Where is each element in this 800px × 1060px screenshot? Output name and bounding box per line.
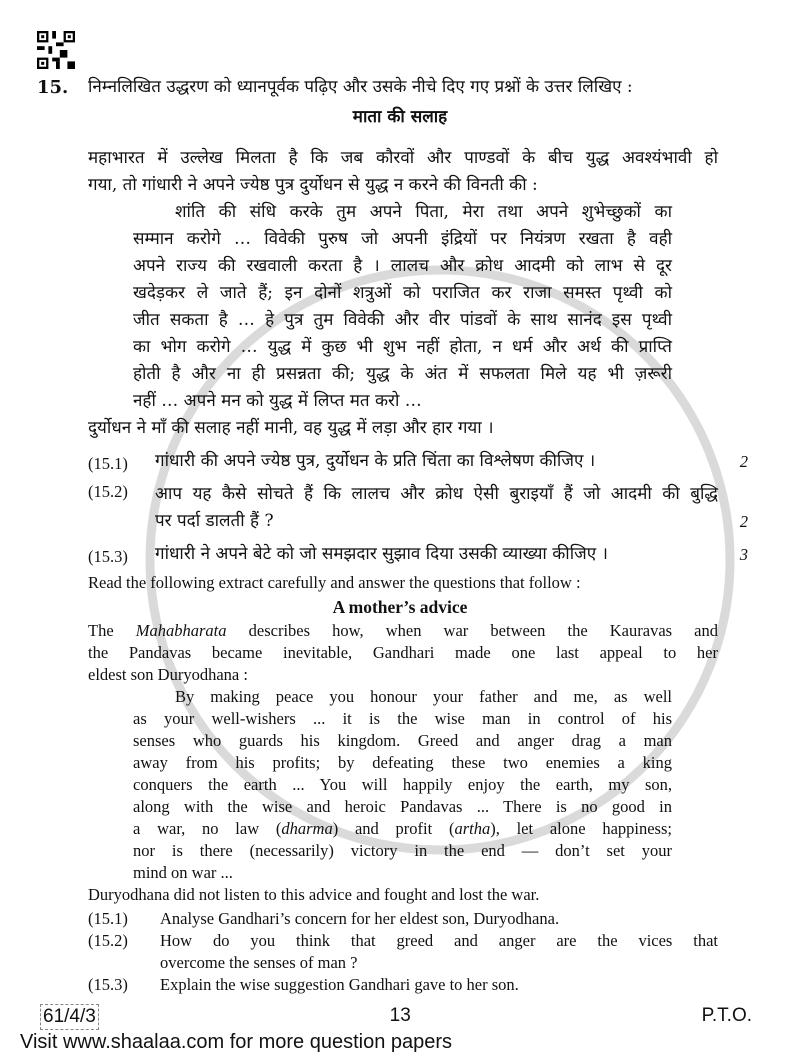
page-number: 13 [389,1005,411,1026]
english-quote-line: conquers the earth ... You will happily enjoy the earth, my son, [133,775,672,794]
english-question-text: Analyse Gandhari’s concern for her eldest son, Duryodhana. [160,909,560,928]
english-quote-line: a war, no law (dharma) and profit (artha), let alone happiness; [133,819,672,838]
hindi-instruction: निम्नलिखित उद्धरण को ध्यानपूर्वक पढ़िए और उसके नीचे दिए गए प्रश्नों के उत्तर लिखिए : [88,77,633,97]
english-question-number: (15.2) [88,931,128,950]
english-quote-line: as your well-wishers ... it is the wise man in control of his [133,709,672,728]
question-number: 15. [37,77,69,98]
english-intro-line: The Mahabharata describes how, when war between the Kauravas and [88,621,718,640]
hindi-question-number: (15.2) [88,482,128,501]
hindi-quote-line: खदेड़कर ले जाते हैं; इन दोनों शत्रुओं को पराजित कर राजा समस्त पृथ्वी को [133,283,672,303]
hindi-quote-line: अपने राज्य की रखवाली करता है । लालच और क्रोध आदमी को लाभ से दूर [133,256,672,276]
hindi-quote-line: जीत सकता है … हे पुत्र तुम विवेकी और वीर पांडवों के साथ सानंद इस पृथ्वी [133,310,672,330]
hindi-question [88,541,748,568]
english-instruction: Read the following extract carefully and answer the questions that follow : [88,573,581,592]
hindi-question-number: (15.3) [88,547,128,566]
hindi-question-text: आप यह कैसे सोचते हैं कि लालच और क्रोध ऐसी बुराइयाँ हैं जो आदमी की बुद्धि [155,484,718,504]
english-intro-line: eldest son Duryodhana : [88,665,248,684]
page-footer [0,996,800,1060]
hindi-question-text: गांधारी की अपने ज्येष्ठ पुत्र, दुर्योधन के प्रति चिंता का विश्लेषण कीजिए । [155,451,596,471]
hindi-title: माता की सलाह [352,107,448,127]
hindi-question [88,481,748,535]
hindi-quote-line: शांति की संधि करके तुम अपने पिता, मेरा तथा अपने शुभेच्छुकों का [175,202,672,222]
english-question-text: Explain the wise suggestion Gandhari gave to her son. [160,975,519,994]
english-question-text: How do you think that greed and anger are the vices that [160,931,718,950]
question-marks: 2 [739,512,748,531]
hindi-question [88,448,748,475]
english-quote-line: along with the wise and heroic Pandavas ... There is no good in [133,797,672,816]
english-question-number: (15.3) [88,975,128,994]
english-quote-line: By making peace you honour your father and me, as well [175,687,672,706]
question-marks: 2 [739,452,748,471]
hindi-outcome: दुर्योधन ने माँ की सलाह नहीं मानी, वह युद्ध में लड़ा और हार गया । [88,418,494,438]
hindi-quote-line: नहीं … अपने मन को युद्ध में लिप्त मत करो … [133,391,422,411]
english-title: A mother’s advice [332,597,468,617]
english-question [88,908,718,930]
english-question-number: (15.1) [88,909,128,928]
english-question [88,974,718,996]
english-quote-line: mind on war ... [133,863,233,882]
hindi-question-number: (15.1) [88,454,128,473]
hindi-intro-line: महाभारत में उल्लेख मिलता है कि जब कौरवों और पाण्डवों के बीच युद्ध अवश्यंभावी हो [88,148,718,168]
english-intro-line: the Pandavas became inevitable, Gandhari made one last appeal to her [88,643,718,662]
pto-label: P.T.O. [701,1005,752,1026]
hindi-question-text: गांधारी ने अपने बेटे को जो समझदार सुझाव दिया उसकी व्याख्या कीजिए । [155,544,608,564]
qr-code [37,30,75,70]
english-quote-line: senses who guards his kingdom. Greed and anger drag a man [133,731,672,750]
hindi-quote-line: होती है और ना ही प्रसन्नता की; युद्ध के अंत में सफलता मिले यह भी ज़रूरी [133,364,672,384]
hindi-intro-line: गया, तो गांधारी ने अपने ज्येष्ठ पुत्र दुर्योधन से युद्ध न करने की विनती की : [88,175,538,195]
english-question [88,930,718,974]
paper-code: 61/4/3 [40,1004,99,1030]
hindi-quote-line: सम्मान करोगे … विवेकी पुरुष जो अपनी इंद्रियों पर नियंत्रण रखता है वही [133,229,672,249]
visit-shaalaa-link[interactable]: Visit www.shaalaa.com for more question papers [20,1031,453,1053]
english-quote-line: nor is there (necessarily) victory in the end — don’t set your [133,841,672,860]
question-marks: 3 [739,545,748,564]
english-outcome: Duryodhana did not listen to this advice and fought and lost the war. [88,885,540,904]
hindi-question-text: पर पर्दा डालती हैं ? [155,511,274,531]
hindi-quote-line: का भोग करोगे … युद्ध में कुछ भी शुभ नहीं होता, न धर्म और अर्थ की प्राप्ति [133,337,672,357]
english-quote-line: away from his profits; by defeating these two enemies a king [133,753,672,772]
english-question-text: overcome the senses of man ? [160,953,358,972]
